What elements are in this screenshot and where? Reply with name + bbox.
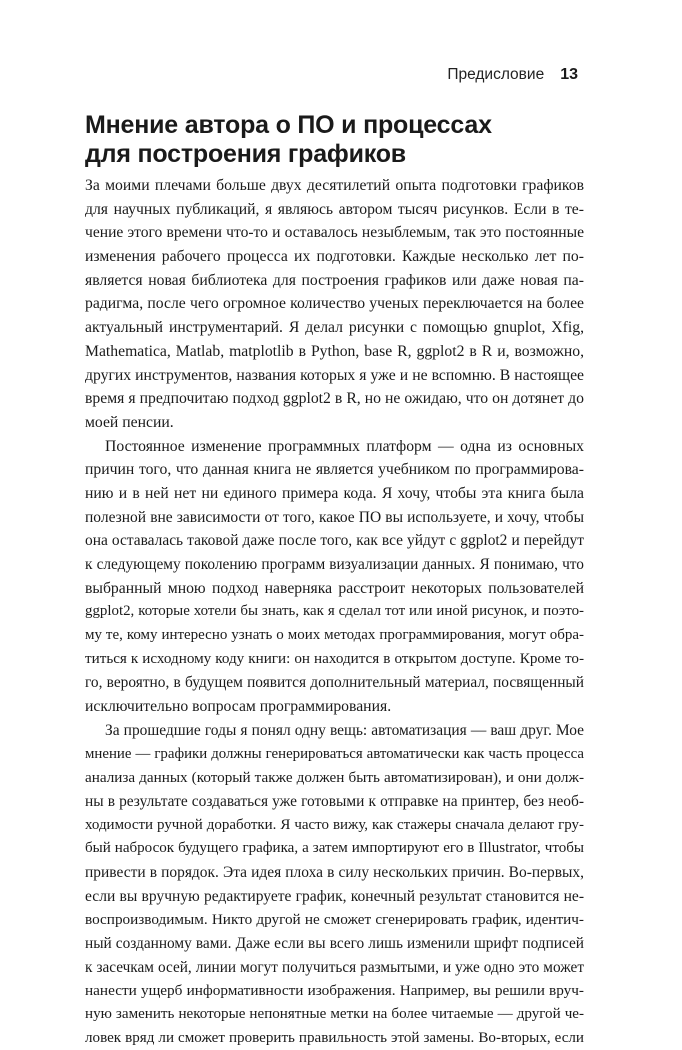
text-line: воспроизводимым. Никто другой не сможет сгенерировать график, идентич- [85, 911, 584, 929]
section-heading [85, 111, 585, 169]
text-line: ggplot2, которые хотели бы знать, как я сделал тот или иной рисунок, и поэто- [85, 603, 584, 620]
text-line: ловек вряд ли сможет проверить правильность этой замены. Во-вторых, если [85, 1029, 584, 1046]
text-line: если вы вручную редактируете график, конечный результат становится не- [85, 887, 584, 905]
text-line: причин того, что данная книга не является учебником по программирова- [85, 461, 584, 479]
page-number: 13 [560, 66, 578, 83]
text-line: моей пенсии. [85, 413, 174, 431]
text-line: За моими плечами больше двух десятилетий опыта подготовки графиков [85, 177, 584, 194]
paragraph [85, 174, 584, 435]
text-line: ный созданному вами. Даже если вы всего лишь изменили шрифт подписей [85, 935, 584, 952]
text-line: анализа данных (который также должен быть автоматизирован), и они долж- [85, 769, 584, 787]
text-line: она оставалась таковой даже после того, как все уйдут с ggplot2 и перейдут [85, 532, 584, 550]
text-line: к следующему поколению программ визуализации данных. Я понимаю, что [85, 556, 584, 573]
text-line: актуальный инструментарий. Я делал рисунки с помощью gnuplot, Xfig, [85, 319, 584, 337]
text-line: му те, кому интересно узнать о моих методах программирования, могут обра- [85, 627, 584, 644]
text-line: исключительно вопросам программирования. [85, 698, 392, 716]
text-line: время я предпочитаю подход ggplot2 в R, но не ожидаю, что он дотянет до [85, 390, 584, 408]
paragraph [85, 435, 584, 719]
text-line: ходимости ручной доработки. Я часто вижу, как стажеры сначала делают гру- [85, 816, 584, 833]
text-line: привести в порядок. Эта идея плоха в силу нескольких причин. Во-первых, [85, 863, 584, 881]
section-heading-line: для построения графиков [85, 140, 406, 168]
text-line: За прошедшие годы я понял одну вещь: автоматизация — ваш друг. Мое [105, 721, 584, 739]
text-line: изменения рабочего процесса их подготовки. Каждые несколько лет по- [85, 248, 584, 266]
text-line: ны в результате создаваться уже готовыми к отправке на принтер, без необ- [85, 792, 584, 810]
text-line: к засечкам осей, линии могут получиться размытыми, и уже одно это может [85, 958, 584, 976]
text-line: бый набросок будущего графика, а затем импортируют его в Illustrator, чтобы [85, 840, 584, 857]
section-heading-line: Мнение автора о ПО и процессах [85, 111, 492, 139]
text-line: нанести ущерб информативности изображения. Например, вы решили вруч- [85, 982, 584, 1000]
body-text [85, 174, 584, 1050]
text-line: для научных публикаций, я являюсь автором тысяч рисунков. Если в те- [85, 200, 584, 218]
text-line: является новая библиотека для построения графиков или даже новая па- [85, 271, 584, 289]
text-line: других инструментов, названия которых я уже и не вспомню. В настоящее [85, 366, 584, 384]
text-line: титься к исходному коду книги: он находится в открытом доступе. Кроме то- [85, 650, 584, 667]
text-line: радигма, после чего огромное количество ученых переключается на более [85, 295, 584, 313]
running-header [447, 66, 578, 84]
text-line: выбранный мною подход наверняка расстроит некоторых пользователей [85, 579, 584, 597]
text-line: полезной вне зависимости от того, какое ПО вы используете, и хочу, чтобы [85, 508, 584, 526]
text-line: чение этого времени что-то и оставалось незыблемым, так это постоянные [85, 224, 584, 242]
running-header-section: Предисловие [447, 66, 545, 83]
text-line: Mathematica, Matlab, matplotlib в Python, base R, ggplot2 в R и, возможно, [85, 342, 584, 360]
text-line: мнение — графики должны генерироваться автоматически как часть процесса [85, 745, 584, 762]
text-line: го, вероятно, в будущем появится дополнительный материал, посвященный [85, 674, 584, 692]
text-line: ную заменить некоторые непонятные метки на более читаемые — другой че- [85, 1006, 584, 1023]
text-line: нию и в ней нет ни единого примера кода. Я хочу, чтобы эта книга была [85, 484, 584, 502]
paragraph [85, 719, 584, 1050]
text-line: Постоянное изменение программных платформ — одна из основных [105, 437, 584, 455]
